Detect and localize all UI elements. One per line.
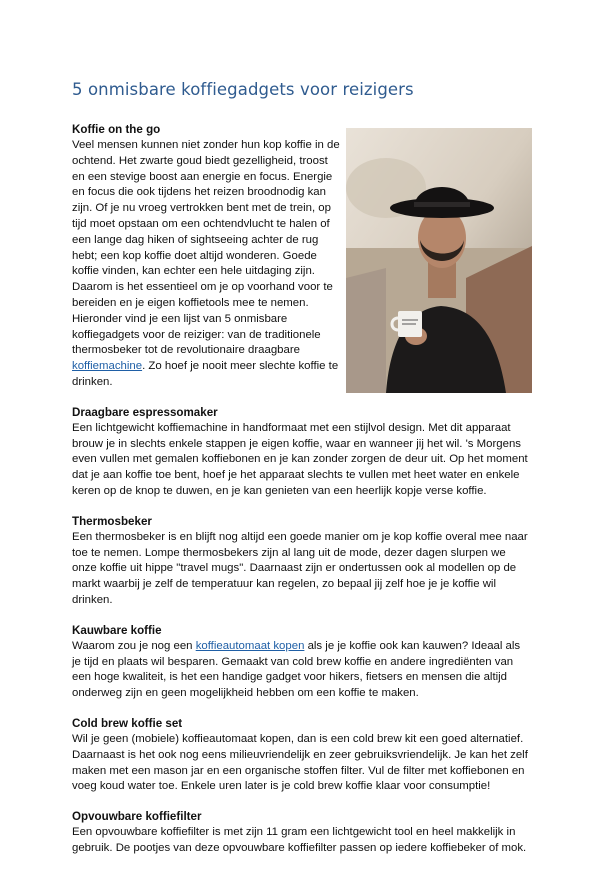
- section-heading: Draagbare espressomaker: [72, 405, 218, 419]
- section-heading: Cold brew koffie set: [72, 716, 183, 730]
- section-heading: Thermosbeker: [72, 514, 152, 528]
- section-text: Een opvouwbare koffiefilter is met zijn 11 gram een lichtgewicht tool en heel makkelijk in gebruik. De pootjes van deze opvouwbare koffiefilter passen op iedere koffiebeker of mok.: [72, 826, 527, 854]
- section-heading: Opvouwbare koffiefilter: [72, 810, 202, 824]
- document-page: [72, 80, 532, 871]
- section-thermosbeker: [72, 514, 532, 609]
- section-koffie-on-the-go: [72, 122, 532, 391]
- section-text: Waarom zou je nog een koffieautomaat kopen als je je koffie ook kan kauwen? Ideaal als je tijd en plaats wil besparen. Gemaakt van cold brew koffie en andere ingrediënten van een hoge kwaliteit, is het een handige gadget voor hikers, fietsers en mensen die altijd onderweg zijn en geen mogelijkheid hebben om een koffie te maken.: [72, 639, 521, 700]
- section-kauwbare-koffie: [72, 623, 532, 702]
- section-text: Veel mensen kunnen niet zonder hun kop koffie in de ochtend. Het zwarte goud biedt gezelligheid, troost en een stevige boost aan energie en focus. Energie en focus die ook tijdens het reizen broodnodig kan zijn. Of je nu vroeg vertrokken bent met de trein, op tijd moet opstaan om een ochtendvlucht te halen of een lange dag hiken of sightseeing achter de rug hebt; een kop koffie doet altijd wonderen. Goede koffie vinden, kan echter een hele uitdaging zijn. Daarom is het essentieel om je op voorhand voor te bereiden en je eigen koffietools mee te nemen. Hieronder vind je een lijst van 5 onmisbare koffiegadgets voor de reiziger: van de traditionele thermosbeker tot de revolutionaire draagbare koffiemachine. Zo hoef je nooit meer slechte koffie te drinken.: [72, 139, 340, 388]
- koffieautomaat-kopen-link[interactable]: koffieautomaat kopen: [195, 639, 305, 652]
- section-text: Een thermosbeker is en blijft nog altijd een goede manier om je kop koffie overal mee naar toe te nemen. Lompe thermosbekers zijn al lang uit de mode, dezer dagen slurpen we onze koffie uit hippe "travel mugs". Daarnaast zijn er ondertussen ook al modellen op de markt waarbij je zelf de temperatuur kan regelen, zo bepaal jij zelf hoe je je koffie wil drinken.: [72, 530, 528, 606]
- section-text: Wil je geen (mobiele) koffieautomaat kopen, dan is een cold brew kit een goed alternatief. Daarnaast is het ook nog eens milieuvriendelijk en zeer gebruiksvriendelijk. Je kan het zelf maken met een mason jar en een organische stoffen filter. Vul de filter met koffiebonen en voeg koud water toe. Enkele uren later is je cold brew koffie klaar voor consumptie!: [72, 732, 528, 793]
- section-draagbare-espressomaker: [72, 405, 532, 500]
- section-opvouwbare-koffiefilter: [72, 809, 532, 857]
- koffiemachine-link[interactable]: koffiemachine: [72, 360, 143, 373]
- section-cold-brew-koffie-set: [72, 716, 532, 795]
- section-heading: Kauwbare koffie: [72, 623, 162, 637]
- man-with-hat-drinking-coffee-photo: [346, 128, 532, 393]
- page-title: 5 onmisbare koffiegadgets voor reizigers: [72, 80, 414, 99]
- section-heading: Koffie on the go: [72, 123, 161, 136]
- photo-illustration: [346, 128, 532, 393]
- section-text: Een lichtgewicht koffiemachine in handformaat met een stijlvol design. Met dit apparaat brouw je in slechts enkele stappen je eigen koffie, waar en wanneer jij het wil. 's Morgens even vullen met gemalen koffiebonen en je kan zonder zorgen de deur uit. Op het moment dat je aan koffie toe bent, hoef je het apparaat slechts te vullen met heet water en enkele keren op de knop te duwen, en je kan genieten van een heerlijk kopje verse koffie.: [72, 421, 528, 497]
